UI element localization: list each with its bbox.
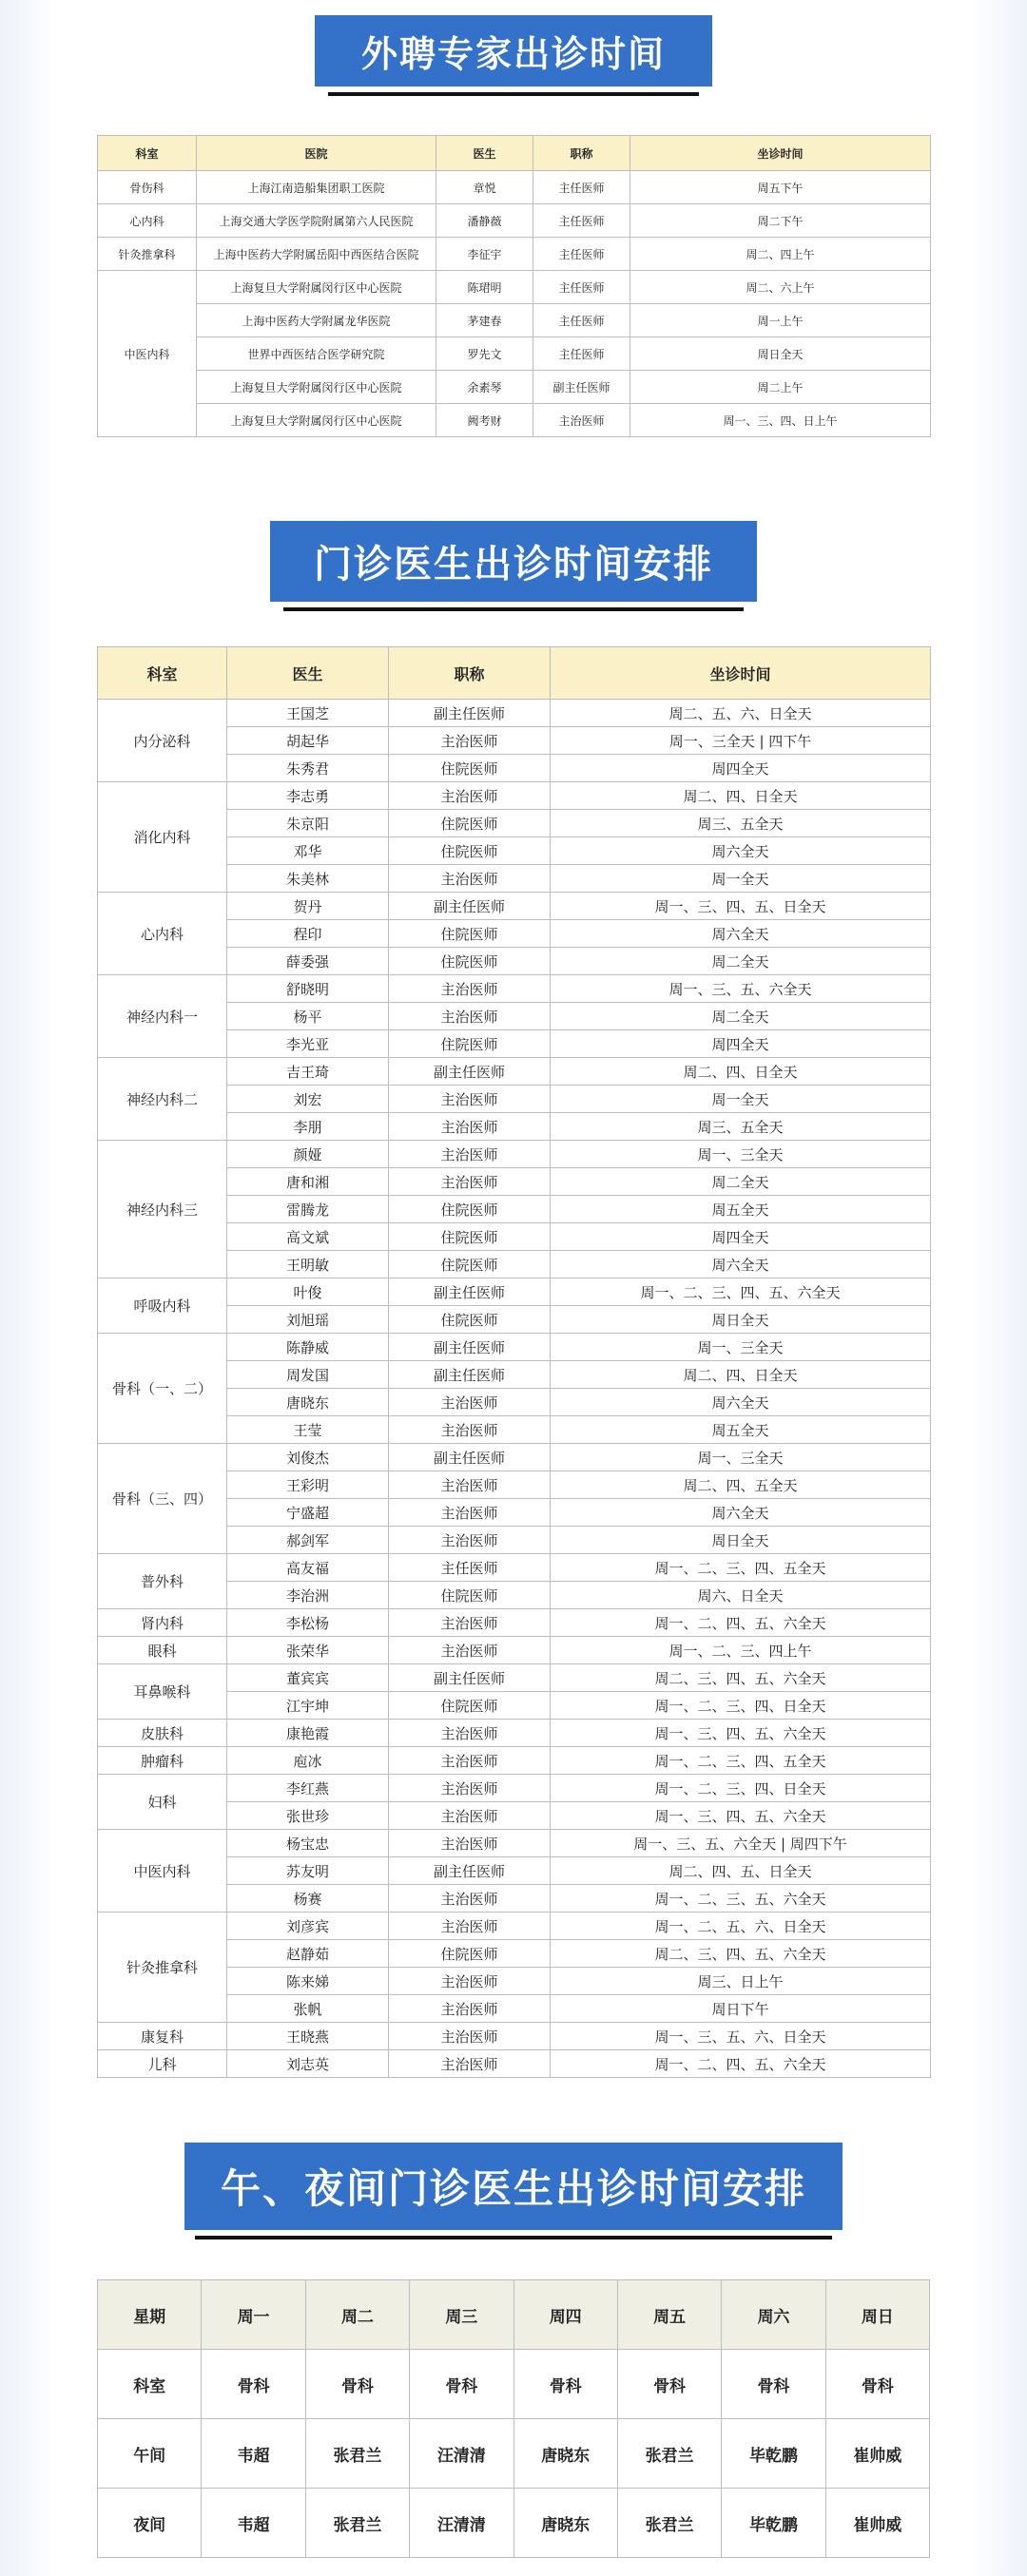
table-cell: 江宇坤 [227, 1692, 389, 1720]
table-cell: 主治医师 [389, 1913, 551, 1940]
dept-cell: 普外科 [98, 1554, 227, 1609]
table-cell: 周二全天 [551, 948, 931, 975]
table-cell: 邓华 [227, 837, 389, 865]
table-cell: 主任医师 [533, 337, 630, 371]
table-cell: 周三、五全天 [551, 810, 931, 837]
table-cell: 余素琴 [436, 371, 533, 404]
table-cell: 周五下午 [630, 171, 931, 204]
table-row [98, 893, 931, 920]
expert-title-wrap [0, 15, 1027, 96]
table-cell: 周一、二、三、四、五全天 [551, 1747, 931, 1775]
expert-header-cell: 科室 [98, 136, 197, 171]
table-cell: 王明敏 [227, 1251, 389, 1278]
table-cell: 住院医师 [389, 810, 551, 837]
table-cell: 宁盛超 [227, 1499, 389, 1527]
table-cell: 张荣华 [227, 1637, 389, 1664]
table-cell: 周二全天 [551, 1168, 931, 1196]
table-cell: 周日下午 [551, 1995, 931, 2023]
table-cell: 周一、三、四、五、六全天 [551, 1802, 931, 1830]
night-header-cell: 周二 [305, 2280, 409, 2350]
table-cell: 周一、三全天 | 四下午 [551, 727, 931, 755]
outpatient-title-underline [283, 607, 744, 611]
table-cell: 阙考财 [436, 404, 533, 437]
table-cell: 崔帅威 [825, 2489, 929, 2558]
table-row [98, 1830, 931, 1857]
table-cell: 副主任医师 [389, 1361, 551, 1389]
table-cell: 周一、二、五、六、日全天 [551, 1913, 931, 1940]
table-cell: 主治医师 [389, 1141, 551, 1168]
table-cell: 骨科 [514, 2350, 617, 2419]
table-cell: 副主任医师 [389, 1664, 551, 1692]
table-cell: 午间 [98, 2419, 202, 2489]
table-cell: 周一、二、三、四、日全天 [551, 1775, 931, 1802]
dept-cell: 皮肤科 [98, 1720, 227, 1747]
dept-cell: 中医内科 [98, 1830, 227, 1913]
table-cell: 住院医师 [389, 1196, 551, 1223]
dept-cell: 骨伤科 [98, 171, 197, 204]
table-row [98, 1664, 931, 1692]
table-cell: 周二、三、四、五、六全天 [551, 1664, 931, 1692]
table-cell: 骨科 [617, 2350, 721, 2419]
table-cell: 骨科 [305, 2350, 409, 2419]
table-cell: 崔帅威 [825, 2419, 929, 2489]
table-cell: 杨宝忠 [227, 1830, 389, 1857]
table-cell: 住院医师 [389, 1251, 551, 1278]
table-cell: 苏友明 [227, 1857, 389, 1885]
table-cell: 住院医师 [389, 1582, 551, 1609]
table-cell: 张君兰 [305, 2489, 409, 2558]
table-cell: 周一、二、三、四上午 [551, 1637, 931, 1664]
table-cell: 住院医师 [389, 1223, 551, 1251]
table-cell: 张君兰 [617, 2419, 721, 2489]
table-cell: 主治医师 [389, 1830, 551, 1857]
table-cell: 上海复旦大学附属闵行区中心医院 [197, 404, 436, 437]
table-cell: 周二下午 [630, 204, 931, 238]
outpatient-table-header [98, 647, 931, 700]
table-row [98, 1554, 931, 1582]
table-cell: 周一、三、四、日上午 [630, 404, 931, 437]
table-cell: 陈静威 [227, 1334, 389, 1361]
table-cell: 陈来娣 [227, 1968, 389, 1995]
table-row [98, 782, 931, 810]
table-cell: 主治医师 [389, 1609, 551, 1637]
table-cell: 周一全天 [551, 865, 931, 893]
table-cell: 周五全天 [551, 1196, 931, 1223]
dept-cell: 肾内科 [98, 1609, 227, 1637]
table-cell: 李志勇 [227, 782, 389, 810]
table-cell: 周一、二、三、四、五全天 [551, 1554, 931, 1582]
table-row [98, 1141, 931, 1168]
table-cell: 周日全天 [551, 1527, 931, 1554]
table-cell: 高文斌 [227, 1223, 389, 1251]
table-cell: 周三、五全天 [551, 1113, 931, 1141]
table-cell: 主治医师 [533, 404, 630, 437]
table-cell: 李征宇 [436, 238, 533, 271]
table-cell: 周日全天 [551, 1306, 931, 1334]
table-cell: 张帆 [227, 1995, 389, 2023]
table-row [98, 1334, 931, 1361]
expert-header-cell: 职称 [533, 136, 630, 171]
expert-header-cell: 医生 [436, 136, 533, 171]
table-cell: 周一、三全天 [551, 1334, 931, 1361]
night-header-cell: 周日 [825, 2280, 929, 2350]
table-cell: 主治医师 [389, 1802, 551, 1830]
table-cell: 薛委强 [227, 948, 389, 975]
expert-title: 外聘专家出诊时间 [315, 15, 712, 87]
table-row [98, 700, 931, 727]
table-cell: 主治医师 [389, 1113, 551, 1141]
table-cell: 胡起华 [227, 727, 389, 755]
outpatient-header-cell: 科室 [98, 647, 227, 700]
table-cell: 周二全天 [551, 1003, 931, 1030]
table-cell: 周一、二、四、五、六全天 [551, 1609, 931, 1637]
table-cell: 章悦 [436, 171, 533, 204]
table-cell: 唐和湘 [227, 1168, 389, 1196]
table-cell: 周五全天 [551, 1416, 931, 1444]
table-cell: 主任医师 [533, 271, 630, 304]
table-cell: 汪清清 [410, 2419, 514, 2489]
table-cell: 主治医师 [389, 1168, 551, 1196]
table-cell: 唐晓东 [227, 1389, 389, 1416]
table-cell: 朱京阳 [227, 810, 389, 837]
table-cell: 住院医师 [389, 755, 551, 782]
night-header-cell: 周四 [514, 2280, 617, 2350]
table-cell: 周二、四、五全天 [551, 1471, 931, 1499]
table-cell: 周二、四、日全天 [551, 782, 931, 810]
table-cell: 周一、三全天 [551, 1444, 931, 1471]
table-cell: 副主任医师 [389, 1278, 551, 1306]
table-row [98, 271, 931, 304]
dept-cell: 骨科（三、四） [98, 1444, 227, 1554]
outpatient-header-cell: 职称 [389, 647, 551, 700]
table-cell: 潘静薇 [436, 204, 533, 238]
table-row [98, 238, 931, 271]
table-cell: 副主任医师 [389, 1058, 551, 1086]
night-title-wrap [0, 2143, 1027, 2240]
outpatient-title: 门诊医生出诊时间安排 [270, 521, 757, 602]
table-cell: 主治医师 [389, 1995, 551, 2023]
table-cell: 住院医师 [389, 837, 551, 865]
table-row [98, 1913, 931, 1940]
outpatient-title-wrap [0, 521, 1027, 611]
table-cell: 主治医师 [389, 1885, 551, 1913]
night-header-cell: 周六 [722, 2280, 825, 2350]
table-cell: 住院医师 [389, 920, 551, 948]
table-cell: 夜间 [98, 2489, 202, 2558]
dept-cell: 针灸推拿科 [98, 238, 197, 271]
dept-cell: 眼科 [98, 1637, 227, 1664]
table-cell: 副主任医师 [389, 893, 551, 920]
dept-cell: 神经内科二 [98, 1058, 227, 1141]
table-cell: 贺丹 [227, 893, 389, 920]
expert-header-cell: 坐诊时间 [630, 136, 931, 171]
table-row [98, 171, 931, 204]
table-cell: 刘旭瑶 [227, 1306, 389, 1334]
table-cell: 庖冰 [227, 1747, 389, 1775]
dept-cell: 耳鼻喉科 [98, 1664, 227, 1720]
table-cell: 周一全天 [551, 1086, 931, 1113]
table-cell: 高友福 [227, 1554, 389, 1582]
table-cell: 主治医师 [389, 1499, 551, 1527]
table-cell: 雷腾龙 [227, 1196, 389, 1223]
table-cell: 李光亚 [227, 1030, 389, 1058]
table-cell: 周一、二、三、五、六全天 [551, 1885, 931, 1913]
table-cell: 李松杨 [227, 1609, 389, 1637]
table-cell: 周一、三、五、六全天 [551, 975, 931, 1003]
table-cell: 周二、四、日全天 [551, 1361, 931, 1389]
expert-title-underline [328, 92, 699, 96]
table-row [98, 1058, 931, 1086]
table-cell: 周发国 [227, 1361, 389, 1389]
table-cell: 主治医师 [389, 782, 551, 810]
table-cell: 刘俊杰 [227, 1444, 389, 1471]
table-cell: 李红燕 [227, 1775, 389, 1802]
table-cell: 周一、三全天 [551, 1141, 931, 1168]
table-cell: 唐晓东 [514, 2419, 617, 2489]
outpatient-header-cell: 坐诊时间 [551, 647, 931, 700]
table-cell: 周四全天 [551, 1223, 931, 1251]
night-header-cell: 周一 [202, 2280, 305, 2350]
table-row [98, 975, 931, 1003]
table-cell: 朱美林 [227, 865, 389, 893]
table-cell: 董宾宾 [227, 1664, 389, 1692]
night-title-underline [195, 2236, 832, 2240]
table-cell: 杨赛 [227, 1885, 389, 1913]
table-row [98, 404, 931, 437]
table-cell: 主治医师 [389, 1416, 551, 1444]
table-cell: 周一上午 [630, 304, 931, 337]
table-cell: 王莹 [227, 1416, 389, 1444]
table-cell: 汪清清 [410, 2489, 514, 2558]
table-row [98, 204, 931, 238]
table-cell: 副主任医师 [389, 1334, 551, 1361]
table-cell: 主治医师 [389, 2050, 551, 2078]
table-row [98, 337, 931, 371]
table-cell: 周六全天 [551, 1389, 931, 1416]
table-cell: 韦超 [202, 2489, 305, 2558]
table-cell: 张君兰 [617, 2489, 721, 2558]
table-cell: 主治医师 [389, 1003, 551, 1030]
table-cell: 周二、四、日全天 [551, 1058, 931, 1086]
outpatient-table [97, 646, 931, 2078]
table-cell: 主任医师 [533, 304, 630, 337]
table-cell: 主治医师 [389, 1471, 551, 1499]
table-cell: 科室 [98, 2350, 202, 2419]
table-row [98, 371, 931, 404]
night-title: 午、夜间门诊医生出诊时间安排 [184, 2143, 843, 2230]
dept-cell: 内分泌科 [98, 700, 227, 782]
table-row [98, 1278, 931, 1306]
dept-cell: 心内科 [98, 893, 227, 975]
table-cell: 周六全天 [551, 837, 931, 865]
table-cell: 叶俊 [227, 1278, 389, 1306]
table-cell: 舒晓明 [227, 975, 389, 1003]
table-cell: 周一、三、四、五、六全天 [551, 1720, 931, 1747]
expert-table [97, 135, 931, 437]
table-cell: 陈珺明 [436, 271, 533, 304]
table-cell: 上海复旦大学附属闵行区中心医院 [197, 271, 436, 304]
table-cell: 住院医师 [389, 1940, 551, 1968]
dept-cell: 呼吸内科 [98, 1278, 227, 1334]
table-cell: 上海中医药大学附属龙华医院 [197, 304, 436, 337]
dept-cell: 神经内科一 [98, 975, 227, 1058]
table-row [98, 2050, 931, 2078]
table-cell: 主治医师 [389, 865, 551, 893]
table-cell: 主治医师 [389, 2023, 551, 2050]
table-cell: 骨科 [825, 2350, 929, 2419]
table-cell: 唐晓东 [514, 2489, 617, 2558]
dept-cell: 康复科 [98, 2023, 227, 2050]
table-cell: 毕乾鹏 [722, 2419, 825, 2489]
table-cell: 上海中医药大学附属岳阳中西医结合医院 [197, 238, 436, 271]
table-row [98, 2489, 930, 2558]
table-cell: 茅建春 [436, 304, 533, 337]
table-cell: 周二、六上午 [630, 271, 931, 304]
table-cell: 刘宏 [227, 1086, 389, 1113]
outpatient-header-cell: 医生 [227, 647, 389, 700]
dept-cell: 消化内科 [98, 782, 227, 893]
table-cell: 住院医师 [389, 1030, 551, 1058]
table-cell: 周一、二、四、五、六全天 [551, 2050, 931, 2078]
table-cell: 主治医师 [389, 1775, 551, 1802]
table-cell: 刘彦宾 [227, 1913, 389, 1940]
table-cell: 张世珍 [227, 1802, 389, 1830]
table-cell: 住院医师 [389, 1692, 551, 1720]
table-cell: 周二、五、六、日全天 [551, 700, 931, 727]
table-cell: 杨平 [227, 1003, 389, 1030]
table-cell: 主治医师 [389, 975, 551, 1003]
table-cell: 住院医师 [389, 948, 551, 975]
table-cell: 副主任医师 [389, 700, 551, 727]
table-cell: 副主任医师 [533, 371, 630, 404]
table-cell: 副主任医师 [389, 1444, 551, 1471]
table-cell: 主任医师 [533, 204, 630, 238]
table-cell: 骨科 [202, 2350, 305, 2419]
table-cell: 王国芝 [227, 700, 389, 727]
table-cell: 周一、三、五、六、日全天 [551, 2023, 931, 2050]
table-cell: 王晓燕 [227, 2023, 389, 2050]
table-cell: 刘志英 [227, 2050, 389, 2078]
table-cell: 周一、二、三、四、五、六全天 [551, 1278, 931, 1306]
table-cell: 世界中西医结合医学研究院 [197, 337, 436, 371]
table-cell: 主任医师 [533, 171, 630, 204]
table-cell: 上海交通大学医学院附属第六人民医院 [197, 204, 436, 238]
dept-cell: 妇科 [98, 1775, 227, 1830]
table-cell: 周四全天 [551, 1030, 931, 1058]
table-cell: 周六全天 [551, 1251, 931, 1278]
table-cell: 周一、二、三、四、日全天 [551, 1692, 931, 1720]
expert-header-cell: 医院 [197, 136, 436, 171]
table-row [98, 304, 931, 337]
table-row [98, 2419, 930, 2489]
table-cell: 周二、四、五、日全天 [551, 1857, 931, 1885]
dept-cell: 肿瘤科 [98, 1747, 227, 1775]
table-cell: 主治医师 [389, 1527, 551, 1554]
table-cell: 主治医师 [389, 1637, 551, 1664]
dept-cell: 针灸推拿科 [98, 1913, 227, 2023]
table-cell: 主治医师 [389, 1389, 551, 1416]
dept-cell: 神经内科三 [98, 1141, 227, 1278]
table-cell: 主治医师 [389, 1968, 551, 1995]
table-cell: 主任医师 [389, 1554, 551, 1582]
table-cell: 赵静茹 [227, 1940, 389, 1968]
table-cell: 毕乾鹏 [722, 2489, 825, 2558]
table-row [98, 1609, 931, 1637]
table-cell: 周二上午 [630, 371, 931, 404]
table-cell: 吉王琦 [227, 1058, 389, 1086]
table-cell: 住院医师 [389, 1306, 551, 1334]
table-cell: 主任医师 [533, 238, 630, 271]
table-cell: 康艳霞 [227, 1720, 389, 1747]
table-row [98, 1720, 931, 1747]
night-table [97, 2279, 930, 2558]
table-row [98, 1444, 931, 1471]
dept-cell: 中医内科 [98, 271, 197, 437]
table-row [98, 1775, 931, 1802]
table-cell: 周一、三、四、五、日全天 [551, 893, 931, 920]
table-cell: 骨科 [722, 2350, 825, 2419]
table-cell: 周三、日上午 [551, 1968, 931, 1995]
table-cell: 周六、日全天 [551, 1582, 931, 1609]
table-cell: 周二、三、四、五、六全天 [551, 1940, 931, 1968]
dept-cell: 儿科 [98, 2050, 227, 2078]
table-cell: 颜娅 [227, 1141, 389, 1168]
night-header-cell: 星期 [98, 2280, 202, 2350]
table-cell: 主治医师 [389, 1086, 551, 1113]
table-cell: 周六全天 [551, 1499, 931, 1527]
table-row [98, 2350, 930, 2419]
table-cell: 郝剑军 [227, 1527, 389, 1554]
table-cell: 韦超 [202, 2419, 305, 2489]
table-cell: 上海复旦大学附属闵行区中心医院 [197, 371, 436, 404]
table-cell: 朱秀君 [227, 755, 389, 782]
night-header-cell: 周三 [410, 2280, 514, 2350]
table-row [98, 1747, 931, 1775]
expert-table-header [98, 136, 931, 171]
table-cell: 副主任医师 [389, 1857, 551, 1885]
dept-cell: 心内科 [98, 204, 197, 238]
table-cell: 周六全天 [551, 920, 931, 948]
table-cell: 主治医师 [389, 727, 551, 755]
night-table-header [98, 2280, 930, 2350]
table-cell: 主治医师 [389, 1747, 551, 1775]
table-cell: 罗先文 [436, 337, 533, 371]
table-cell: 上海江南造船集团职工医院 [197, 171, 436, 204]
table-row [98, 2023, 931, 2050]
table-cell: 周四全天 [551, 755, 931, 782]
table-cell: 张君兰 [305, 2419, 409, 2489]
table-cell: 主治医师 [389, 1720, 551, 1747]
table-row [98, 1637, 931, 1664]
table-cell: 王彩明 [227, 1471, 389, 1499]
night-header-cell: 周五 [617, 2280, 721, 2350]
table-cell: 李治洲 [227, 1582, 389, 1609]
table-cell: 周一、三、五、六全天 | 周四下午 [551, 1830, 931, 1857]
table-cell: 骨科 [410, 2350, 514, 2419]
table-cell: 周二、四上午 [630, 238, 931, 271]
table-cell: 周日全天 [630, 337, 931, 371]
table-cell: 程印 [227, 920, 389, 948]
dept-cell: 骨科（一、二） [98, 1334, 227, 1444]
table-cell: 李朋 [227, 1113, 389, 1141]
